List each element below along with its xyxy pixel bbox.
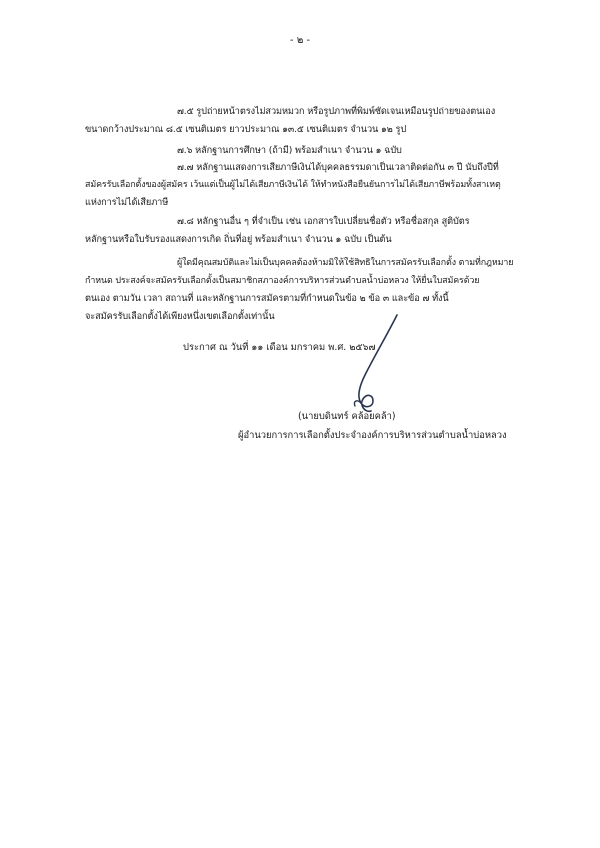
closing-line-2: กำหนด ประสงค์จะสมัครรับเลือกตั้งเป็นสมาชิกสภาองค์การบริหารส่วนตำบลน้ำบ่อหลวง ให้ยื่นใบสมัครด้วย <box>85 275 480 286</box>
closing-line-4: จะสมัครรับเลือกตั้งได้เพียงหนึ่งเขตเลือกตั้งเท่านั้น <box>85 310 275 322</box>
item-7-6-line-1: ๗.๖ หลักฐานการศึกษา (ถ้ามี) พร้อมสำเนา จำนวน ๑ ฉบับ <box>177 145 402 156</box>
item-7-7-line-2: สมัครรับเลือกตั้งของผู้สมัคร เว้นแต่เป็นผู้ไม่ได้เสียภาษีเงินได้ ให้ทำหนังสือยืนยันการไม่ได้เสียภาษีพร้อมทั้งสาเหตุ <box>85 179 501 190</box>
item-7-7-line-3: แห่งการไม่ได้เสียภาษี <box>85 197 169 208</box>
signature-stroke-tail <box>354 401 361 406</box>
announcement-date: ประกาศ ณ วันที่ ๑๑ เดือน มกราคม พ.ศ. ๒๕๖๗ <box>183 342 376 353</box>
item-7-5-line-2: ขนาดกว้างประมาณ ๘.๕ เซนติเมตร ยาวประมาณ ๑๓.๕ เซนติเมตร จำนวน ๑๒ รูป <box>85 123 407 135</box>
closing-paragraph <box>85 255 523 325</box>
item-7-5 <box>85 103 523 138</box>
item-7-8 <box>85 213 523 248</box>
item-7-6 <box>85 142 523 160</box>
closing-line-1: ผู้ใดมีคุณสมบัติและไม่เป็นบุคคลต้องห้ามมิให้ใช้สิทธิในการสมัครรับเลือกตั้ง ตามที่กฎหมาย <box>177 258 514 268</box>
closing-line-3: ตนเอง ตามวัน เวลา สถานที่ และหลักฐานการสมัครตามที่กำหนดในข้อ ๒ ข้อ ๓ และข้อ ๗ ทั้งนี้ <box>85 293 449 304</box>
signature-stroke-main <box>359 315 397 411</box>
item-7-8-line-1: ๗.๘ หลักฐานอื่น ๆ ที่จำเป็น เช่น เอกสารใบเปลี่ยนชื่อตัว หรือชื่อสกุล สูติบัตร <box>177 216 470 227</box>
item-7-8-line-2: หลักฐานหรือใบรับรองแสดงการเกิด ถิ่นที่อยู่ พร้อมสำเนา จำนวน ๑ ฉบับ เป็นต้น <box>85 233 392 245</box>
item-7-7 <box>85 159 523 212</box>
page-number: - ๒ - <box>289 35 311 46</box>
signer-name: (นายบดินทร์ คล้อยคล้า) <box>298 411 396 422</box>
item-7-7-line-1: ๗.๗ หลักฐานแสดงการเสียภาษีเงินได้บุคคลธรรมดาเป็นเวลาติดต่อกัน ๓ ปี นับถึงปีที่ <box>177 162 499 173</box>
item-7-5-line-1: ๗.๕ รูปถ่ายหน้าตรงไม่สวมหมวก หรือรูปภาพที่พิมพ์ชัดเจนเหมือนรูปถ่ายของตนเอง <box>177 106 496 117</box>
signature-mark <box>335 313 415 418</box>
signer-title: ผู้อำนวยการการเลือกตั้งประจำองค์การบริหารส่วนตำบลน้ำบ่อหลวง <box>238 430 507 441</box>
